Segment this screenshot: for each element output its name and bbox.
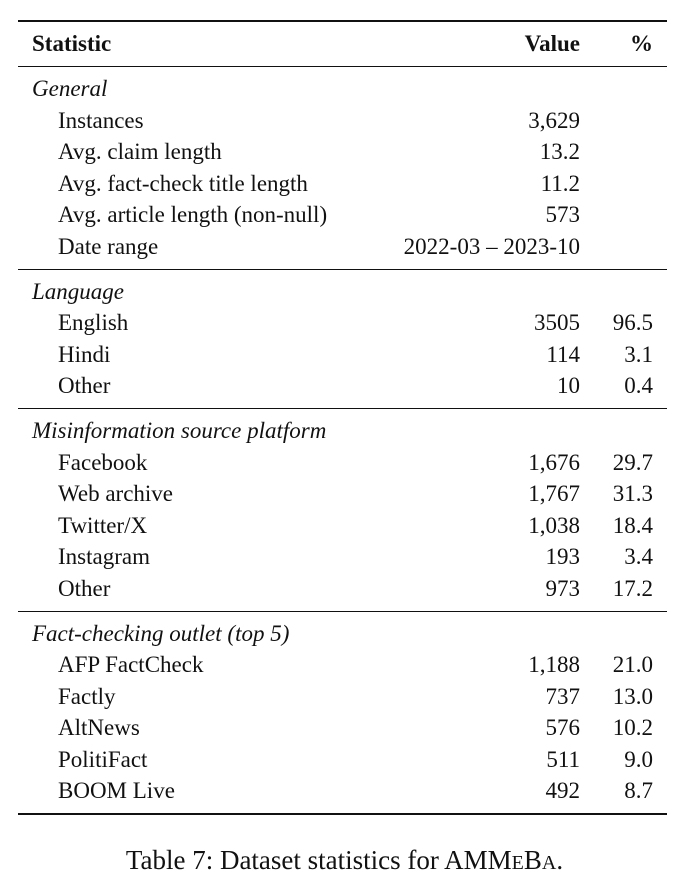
caption-prefix: Table 7: Dataset statistics for xyxy=(125,845,445,875)
caption-dataset-name xyxy=(444,845,556,875)
table-row xyxy=(18,744,667,776)
row-value: 3505 xyxy=(534,310,580,336)
caption-name-part: B xyxy=(523,845,542,875)
row-value: 114 xyxy=(546,341,580,367)
row-value: 573 xyxy=(545,202,580,228)
caption-name-part: A xyxy=(541,852,557,874)
table-row xyxy=(18,541,667,573)
caption-name-part: E xyxy=(511,852,524,874)
row-label: Avg. claim length xyxy=(58,139,222,165)
bottom-rule xyxy=(18,813,667,815)
row-value: 576 xyxy=(545,715,580,741)
row-value: 193 xyxy=(545,544,580,570)
table-section xyxy=(18,612,667,814)
row-label: Avg. fact-check title length xyxy=(58,170,308,196)
table-row xyxy=(18,649,667,681)
table-row xyxy=(18,447,667,479)
caption-suffix: . xyxy=(556,845,564,875)
caption-name-part: AMM xyxy=(444,845,512,875)
header-statistic: Statistic xyxy=(32,31,112,56)
row-value: 1,188 xyxy=(528,652,580,678)
row-percent: 31.3 xyxy=(612,481,653,507)
table-row xyxy=(18,478,667,510)
row-percent: 18.4 xyxy=(612,512,653,538)
row-percent: 0.4 xyxy=(624,373,653,399)
section-title-row xyxy=(18,276,667,308)
row-label: Avg. article length (non-null) xyxy=(58,202,328,228)
section-title: Misinformation source platform xyxy=(32,417,327,443)
row-percent: 10.2 xyxy=(612,715,653,741)
row-label: Date range xyxy=(58,233,159,259)
row-value: 2022-03 – 2023-10 xyxy=(403,233,580,259)
table-row xyxy=(18,105,667,137)
header-value: Value xyxy=(524,31,580,56)
table-row xyxy=(18,370,667,402)
table-body xyxy=(18,67,667,813)
table-row xyxy=(18,136,667,168)
header-percent: % xyxy=(630,31,653,56)
row-label: Factly xyxy=(58,683,116,709)
row-value: 10 xyxy=(557,373,580,399)
row-value: 1,038 xyxy=(528,512,580,538)
section-title: General xyxy=(32,76,108,101)
table-row xyxy=(18,339,667,371)
section-title: Language xyxy=(32,278,124,304)
row-label: Instances xyxy=(58,107,144,133)
row-label: AltNews xyxy=(58,715,140,741)
table-section xyxy=(18,67,667,269)
table-row xyxy=(18,681,667,713)
row-percent: 3.1 xyxy=(624,341,653,367)
row-label: Hindi xyxy=(58,341,111,367)
row-value: 13.2 xyxy=(539,139,580,165)
row-percent: 8.7 xyxy=(624,778,653,804)
table-row xyxy=(18,231,667,263)
table-row xyxy=(18,775,667,807)
row-percent: 96.5 xyxy=(612,310,653,336)
row-label: Facebook xyxy=(58,449,148,475)
table-row xyxy=(18,307,667,339)
table-row xyxy=(18,573,667,605)
section-title-row xyxy=(18,73,667,105)
row-value: 737 xyxy=(545,683,580,709)
row-percent: 17.2 xyxy=(612,575,653,601)
table-row xyxy=(18,712,667,744)
row-value: 1,767 xyxy=(528,481,580,507)
section-title-row xyxy=(18,618,667,650)
header-row xyxy=(18,22,667,66)
section-title: Fact-checking outlet (top 5) xyxy=(32,620,290,646)
row-label: Other xyxy=(58,373,111,399)
table-row xyxy=(18,199,667,231)
row-label: Twitter/X xyxy=(58,512,148,538)
table-section xyxy=(18,409,667,611)
row-value: 973 xyxy=(545,575,580,601)
row-label: BOOM Live xyxy=(58,778,175,804)
row-label: AFP FactCheck xyxy=(58,652,204,678)
row-percent: 13.0 xyxy=(612,683,653,709)
row-label: Web archive xyxy=(58,481,173,507)
row-label: Other xyxy=(58,575,111,601)
row-percent: 3.4 xyxy=(624,544,653,570)
row-percent: 9.0 xyxy=(624,746,653,772)
section-title-row xyxy=(18,415,667,447)
table-row xyxy=(18,168,667,200)
row-value: 511 xyxy=(546,746,580,772)
statistics-table xyxy=(18,20,667,815)
table-row xyxy=(18,510,667,542)
row-value: 492 xyxy=(545,778,580,804)
row-label: English xyxy=(58,310,129,336)
row-percent: 21.0 xyxy=(612,652,653,678)
row-label: Instagram xyxy=(58,544,150,570)
row-value: 1,676 xyxy=(528,449,580,475)
table-section xyxy=(18,270,667,408)
row-percent: 29.7 xyxy=(612,449,653,475)
row-label: PolitiFact xyxy=(58,746,148,772)
row-value: 3,629 xyxy=(528,107,580,133)
table-caption xyxy=(0,842,689,881)
row-value: 11.2 xyxy=(540,170,580,196)
